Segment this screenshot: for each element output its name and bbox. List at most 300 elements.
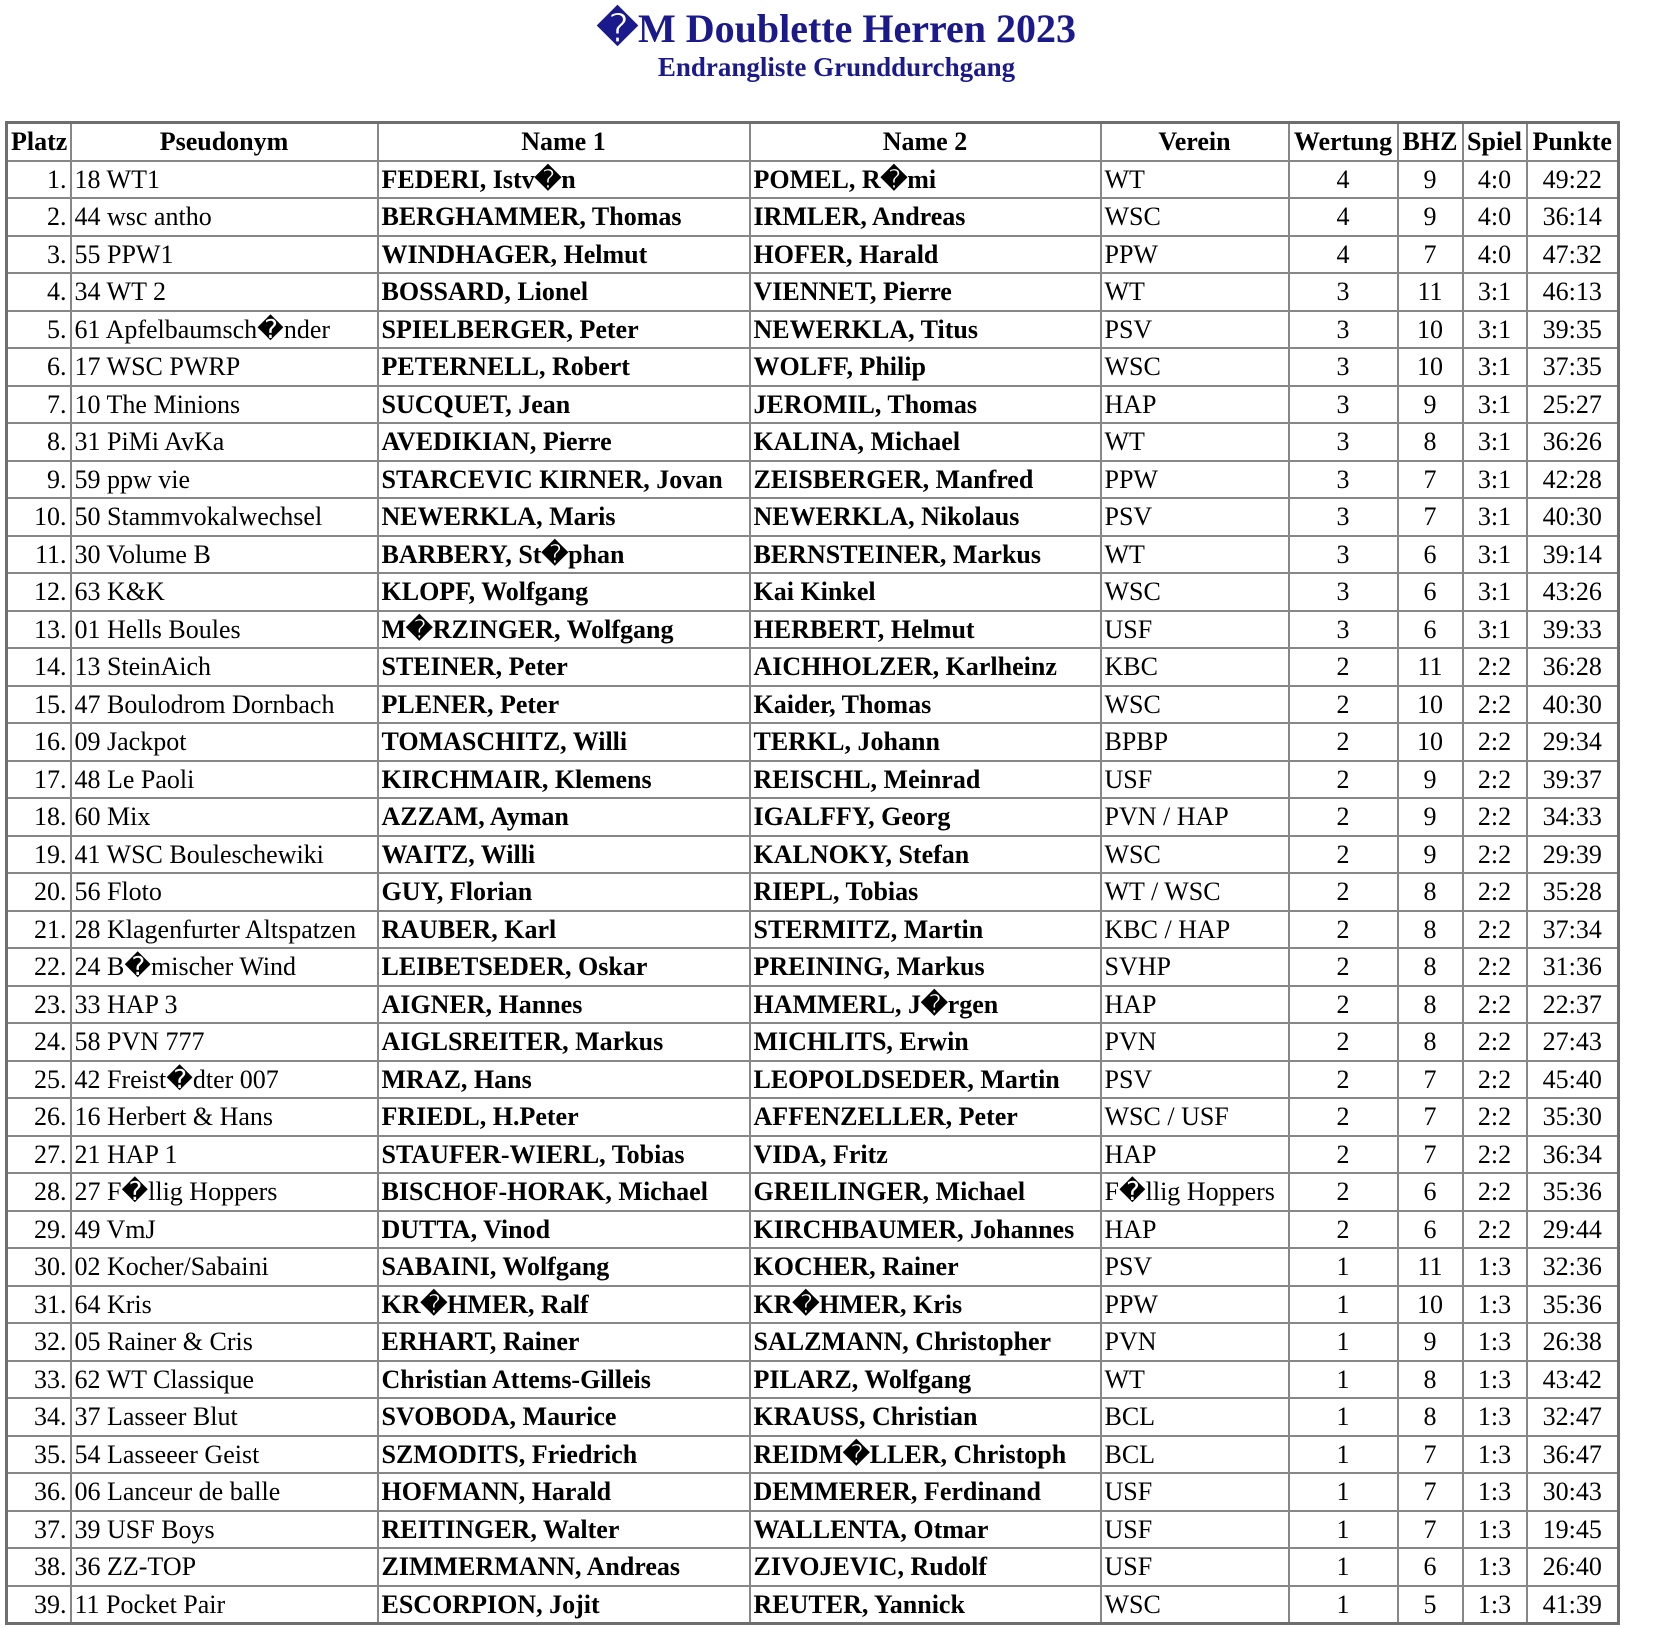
table-row [7,461,1619,499]
cell-name2: IGALFFY, Georg [750,798,1101,836]
cell-name1: KIRCHMAIR, Klemens [378,761,750,799]
cell-spiel: 3:1 [1463,348,1527,386]
cell-verein: KBC [1101,648,1289,686]
cell-spiel: 1:3 [1463,1248,1527,1286]
column-header-platz: Platz [7,123,71,161]
cell-name1: NEWERKLA, Maris [378,498,750,536]
table-row [7,986,1619,1024]
cell-name2: STERMITZ, Martin [750,911,1101,949]
table-row [7,1436,1619,1474]
cell-pseudonym: 64 Kris [71,1286,378,1324]
cell-spiel: 1:3 [1463,1548,1527,1586]
cell-bhz: 8 [1398,1398,1463,1436]
cell-name2: DEMMERER, Ferdinand [750,1473,1101,1511]
cell-verein: HAP [1101,1136,1289,1174]
table-row [7,686,1619,724]
cell-punkte: 35:28 [1527,873,1619,911]
cell-bhz: 6 [1398,573,1463,611]
cell-platz: 5. [7,311,71,349]
cell-pseudonym: 49 VmJ [71,1211,378,1249]
cell-wertung: 1 [1289,1286,1398,1324]
cell-name2: AICHHOLZER, Karlheinz [750,648,1101,686]
cell-bhz: 9 [1398,798,1463,836]
cell-verein: USF [1101,611,1289,649]
cell-name1: AIGLSREITER, Markus [378,1023,750,1061]
cell-bhz: 10 [1398,348,1463,386]
cell-name1: SPIELBERGER, Peter [378,311,750,349]
cell-wertung: 2 [1289,723,1398,761]
column-header-verein: Verein [1101,123,1289,161]
cell-bhz: 9 [1398,198,1463,236]
cell-punkte: 39:14 [1527,536,1619,574]
cell-wertung: 1 [1289,1398,1398,1436]
column-header-name1: Name 1 [378,123,750,161]
cell-name2: POMEL, R�mi [750,161,1101,199]
cell-name1: LEIBETSEDER, Oskar [378,948,750,986]
cell-bhz: 6 [1398,1548,1463,1586]
page-subtitle: Endrangliste Grunddurchgang [657,52,1016,82]
cell-name2: KOCHER, Rainer [750,1248,1101,1286]
cell-pseudonym: 09 Jackpot [71,723,378,761]
cell-name2: IRMLER, Andreas [750,198,1101,236]
cell-name1: AVEDIKIAN, Pierre [378,423,750,461]
cell-platz: 6. [7,348,71,386]
cell-name2: KR�HMER, Kris [750,1286,1101,1324]
cell-name2: Kaider, Thomas [750,686,1101,724]
cell-bhz: 8 [1398,423,1463,461]
cell-name1: ZIMMERMANN, Andreas [378,1548,750,1586]
cell-name2: KRAUSS, Christian [750,1398,1101,1436]
cell-name1: SVOBODA, Maurice [378,1398,750,1436]
cell-wertung: 2 [1289,873,1398,911]
cell-pseudonym: 33 HAP 3 [71,986,378,1024]
cell-platz: 37. [7,1511,71,1549]
cell-punkte: 27:43 [1527,1023,1619,1061]
cell-verein: WT [1101,1361,1289,1399]
cell-verein: WT [1101,161,1289,199]
cell-name2: VIENNET, Pierre [750,273,1101,311]
cell-punkte: 37:35 [1527,348,1619,386]
cell-pseudonym: 50 Stammvokalwechsel [71,498,378,536]
cell-platz: 1. [7,161,71,199]
cell-name2: KALINA, Michael [750,423,1101,461]
cell-pseudonym: 39 USF Boys [71,1511,378,1549]
cell-name1: KR�HMER, Ralf [378,1286,750,1324]
cell-verein: HAP [1101,986,1289,1024]
cell-name2: REIDM�LLER, Christoph [750,1436,1101,1474]
cell-platz: 11. [7,536,71,574]
cell-wertung: 2 [1289,648,1398,686]
cell-wertung: 1 [1289,1248,1398,1286]
cell-name1: M�RZINGER, Wolfgang [378,611,750,649]
cell-name1: GUY, Florian [378,873,750,911]
cell-bhz: 7 [1398,1098,1463,1136]
table-row [7,348,1619,386]
cell-platz: 38. [7,1548,71,1586]
cell-wertung: 3 [1289,386,1398,424]
cell-platz: 15. [7,686,71,724]
cell-spiel: 4:0 [1463,236,1527,274]
cell-pseudonym: 16 Herbert & Hans [71,1098,378,1136]
cell-pseudonym: 54 Lasseeer Geist [71,1436,378,1474]
cell-wertung: 3 [1289,423,1398,461]
cell-spiel: 2:2 [1463,648,1527,686]
cell-platz: 28. [7,1173,71,1211]
cell-verein: WSC / USF [1101,1098,1289,1136]
cell-pseudonym: 47 Boulodrom Dornbach [71,686,378,724]
cell-name2: REISCHL, Meinrad [750,761,1101,799]
cell-punkte: 45:40 [1527,1061,1619,1099]
cell-verein: USF [1101,1548,1289,1586]
table-row [7,611,1619,649]
cell-name2: WALLENTA, Otmar [750,1511,1101,1549]
cell-punkte: 26:38 [1527,1323,1619,1361]
cell-platz: 33. [7,1361,71,1399]
table-row [7,1173,1619,1211]
cell-verein: WT [1101,423,1289,461]
cell-name1: HOFMANN, Harald [378,1473,750,1511]
results-table-body [7,161,1619,1624]
cell-verein: PPW [1101,461,1289,499]
cell-name2: LEOPOLDSEDER, Martin [750,1061,1101,1099]
cell-platz: 23. [7,986,71,1024]
cell-pseudonym: 58 PVN 777 [71,1023,378,1061]
cell-verein: PSV [1101,1061,1289,1099]
table-row [7,1061,1619,1099]
cell-spiel: 2:2 [1463,1061,1527,1099]
cell-name2: PREINING, Markus [750,948,1101,986]
cell-name1: SZMODITS, Friedrich [378,1436,750,1474]
table-row [7,1136,1619,1174]
cell-punkte: 25:27 [1527,386,1619,424]
cell-verein: WT / WSC [1101,873,1289,911]
table-row [7,386,1619,424]
cell-name2: RIEPL, Tobias [750,873,1101,911]
cell-verein: KBC / HAP [1101,911,1289,949]
table-row [7,1211,1619,1249]
cell-wertung: 3 [1289,573,1398,611]
cell-wertung: 2 [1289,1136,1398,1174]
cell-punkte: 35:30 [1527,1098,1619,1136]
cell-name1: STARCEVIC KIRNER, Jovan [378,461,750,499]
cell-platz: 39. [7,1586,71,1624]
table-row [7,498,1619,536]
cell-spiel: 2:2 [1463,1098,1527,1136]
cell-name2: WOLFF, Philip [750,348,1101,386]
cell-pseudonym: 02 Kocher/Sabaini [71,1248,378,1286]
cell-platz: 21. [7,911,71,949]
column-header-spiel: Spiel [1463,123,1527,161]
cell-platz: 27. [7,1136,71,1174]
table-row [7,648,1619,686]
cell-spiel: 2:2 [1463,836,1527,874]
cell-pseudonym: 13 SteinAich [71,648,378,686]
cell-pseudonym: 36 ZZ-TOP [71,1548,378,1586]
cell-verein: PPW [1101,1286,1289,1324]
cell-wertung: 1 [1289,1548,1398,1586]
cell-pseudonym: 44 wsc antho [71,198,378,236]
cell-platz: 18. [7,798,71,836]
cell-name2: ZEISBERGER, Manfred [750,461,1101,499]
cell-platz: 36. [7,1473,71,1511]
cell-platz: 31. [7,1286,71,1324]
cell-wertung: 2 [1289,986,1398,1024]
cell-bhz: 8 [1398,986,1463,1024]
cell-spiel: 3:1 [1463,498,1527,536]
table-row [7,423,1619,461]
table-row [7,311,1619,349]
column-header-name2: Name 2 [750,123,1101,161]
cell-verein: HAP [1101,386,1289,424]
cell-wertung: 2 [1289,1061,1398,1099]
cell-bhz: 7 [1398,1473,1463,1511]
cell-punkte: 36:14 [1527,198,1619,236]
cell-platz: 17. [7,761,71,799]
table-row [7,1248,1619,1286]
cell-punkte: 41:39 [1527,1586,1619,1624]
cell-wertung: 3 [1289,611,1398,649]
cell-verein: WT [1101,536,1289,574]
cell-punkte: 39:33 [1527,611,1619,649]
cell-bhz: 8 [1398,948,1463,986]
cell-spiel: 4:0 [1463,198,1527,236]
cell-pseudonym: 42 Freist�dter 007 [71,1061,378,1099]
cell-name2: TERKL, Johann [750,723,1101,761]
table-row [7,161,1619,199]
cell-pseudonym: 28 Klagenfurter Altspatzen [71,911,378,949]
cell-punkte: 30:43 [1527,1473,1619,1511]
cell-pseudonym: 62 WT Classique [71,1361,378,1399]
cell-name2: HERBERT, Helmut [750,611,1101,649]
cell-platz: 8. [7,423,71,461]
table-row [7,1586,1619,1624]
cell-punkte: 47:32 [1527,236,1619,274]
table-row [7,836,1619,874]
cell-punkte: 43:42 [1527,1361,1619,1399]
cell-platz: 3. [7,236,71,274]
cell-name2: NEWERKLA, Titus [750,311,1101,349]
cell-name2: ZIVOJEVIC, Rudolf [750,1548,1101,1586]
cell-punkte: 32:47 [1527,1398,1619,1436]
table-row [7,1511,1619,1549]
cell-wertung: 2 [1289,836,1398,874]
cell-punkte: 36:28 [1527,648,1619,686]
column-header-bhz: BHZ [1398,123,1463,161]
cell-name2: MICHLITS, Erwin [750,1023,1101,1061]
cell-verein: BCL [1101,1436,1289,1474]
cell-bhz: 10 [1398,1286,1463,1324]
cell-bhz: 6 [1398,1173,1463,1211]
cell-bhz: 7 [1398,1511,1463,1549]
cell-platz: 14. [7,648,71,686]
cell-name1: PETERNELL, Robert [378,348,750,386]
cell-name1: MRAZ, Hans [378,1061,750,1099]
cell-bhz: 9 [1398,161,1463,199]
cell-name2: AFFENZELLER, Peter [750,1098,1101,1136]
cell-bhz: 11 [1398,273,1463,311]
cell-wertung: 3 [1289,273,1398,311]
cell-name1: AIGNER, Hannes [378,986,750,1024]
table-row [7,798,1619,836]
cell-platz: 34. [7,1398,71,1436]
table-row [7,273,1619,311]
cell-platz: 2. [7,198,71,236]
table-row [7,536,1619,574]
cell-spiel: 1:3 [1463,1473,1527,1511]
cell-punkte: 22:37 [1527,986,1619,1024]
table-row [7,1398,1619,1436]
cell-verein: USF [1101,761,1289,799]
column-header-punkte: Punkte [1527,123,1619,161]
cell-bhz: 8 [1398,1023,1463,1061]
cell-spiel: 1:3 [1463,1398,1527,1436]
cell-punkte: 36:26 [1527,423,1619,461]
cell-bhz: 10 [1398,686,1463,724]
cell-spiel: 1:3 [1463,1361,1527,1399]
cell-verein: HAP [1101,1211,1289,1249]
cell-name2: HAMMERL, J�rgen [750,986,1101,1024]
cell-bhz: 10 [1398,723,1463,761]
cell-bhz: 7 [1398,1436,1463,1474]
cell-platz: 22. [7,948,71,986]
cell-bhz: 9 [1398,836,1463,874]
cell-verein: PSV [1101,1248,1289,1286]
cell-verein: PSV [1101,498,1289,536]
cell-wertung: 1 [1289,1511,1398,1549]
table-row [7,1548,1619,1586]
cell-name1: TOMASCHITZ, Willi [378,723,750,761]
cell-wertung: 3 [1289,461,1398,499]
header-row [7,123,1619,161]
cell-name1: AZZAM, Ayman [378,798,750,836]
cell-wertung: 2 [1289,1173,1398,1211]
cell-platz: 20. [7,873,71,911]
cell-name1: WAITZ, Willi [378,836,750,874]
cell-punkte: 37:34 [1527,911,1619,949]
cell-name1: SABAINI, Wolfgang [378,1248,750,1286]
cell-spiel: 3:1 [1463,273,1527,311]
cell-name1: DUTTA, Vinod [378,1211,750,1249]
cell-wertung: 1 [1289,1323,1398,1361]
cell-pseudonym: 27 F�llig Hoppers [71,1173,378,1211]
cell-spiel: 2:2 [1463,911,1527,949]
cell-verein: PSV [1101,311,1289,349]
cell-spiel: 3:1 [1463,386,1527,424]
cell-wertung: 2 [1289,686,1398,724]
cell-wertung: 4 [1289,198,1398,236]
cell-punkte: 36:47 [1527,1436,1619,1474]
cell-spiel: 1:3 [1463,1286,1527,1324]
cell-spiel: 3:1 [1463,536,1527,574]
cell-pseudonym: 59 ppw vie [71,461,378,499]
cell-wertung: 2 [1289,948,1398,986]
table-row [7,1286,1619,1324]
cell-verein: SVHP [1101,948,1289,986]
cell-name2: BERNSTEINER, Markus [750,536,1101,574]
cell-platz: 7. [7,386,71,424]
table-row [7,1361,1619,1399]
cell-wertung: 3 [1289,311,1398,349]
cell-bhz: 7 [1398,1136,1463,1174]
cell-pseudonym: 41 WSC Bouleschewiki [71,836,378,874]
cell-name1: WINDHAGER, Helmut [378,236,750,274]
cell-bhz: 6 [1398,1211,1463,1249]
cell-bhz: 7 [1398,498,1463,536]
cell-bhz: 8 [1398,873,1463,911]
cell-pseudonym: 48 Le Paoli [71,761,378,799]
cell-spiel: 2:2 [1463,873,1527,911]
cell-pseudonym: 61 Apfelbaumsch�nder [71,311,378,349]
cell-wertung: 2 [1289,1098,1398,1136]
table-row [7,1023,1619,1061]
cell-verein: WT [1101,273,1289,311]
results-table [5,121,1620,1625]
cell-spiel: 2:2 [1463,1173,1527,1211]
cell-wertung: 2 [1289,798,1398,836]
cell-punkte: 39:35 [1527,311,1619,349]
cell-verein: PVN [1101,1323,1289,1361]
cell-verein: WSC [1101,686,1289,724]
cell-spiel: 4:0 [1463,161,1527,199]
cell-name1: BARBERY, St�phan [378,536,750,574]
table-row [7,873,1619,911]
cell-punkte: 42:28 [1527,461,1619,499]
cell-bhz: 9 [1398,761,1463,799]
cell-platz: 19. [7,836,71,874]
cell-verein: PPW [1101,236,1289,274]
cell-verein: WSC [1101,348,1289,386]
cell-name1: KLOPF, Wolfgang [378,573,750,611]
cell-pseudonym: 37 Lasseer Blut [71,1398,378,1436]
cell-wertung: 4 [1289,236,1398,274]
cell-punkte: 46:13 [1527,273,1619,311]
cell-spiel: 2:2 [1463,1211,1527,1249]
table-row [7,1473,1619,1511]
cell-spiel: 1:3 [1463,1511,1527,1549]
cell-name2: REUTER, Yannick [750,1586,1101,1624]
cell-bhz: 7 [1398,461,1463,499]
cell-platz: 32. [7,1323,71,1361]
cell-pseudonym: 21 HAP 1 [71,1136,378,1174]
cell-punkte: 35:36 [1527,1173,1619,1211]
cell-wertung: 3 [1289,348,1398,386]
cell-wertung: 1 [1289,1361,1398,1399]
cell-spiel: 1:3 [1463,1436,1527,1474]
cell-punkte: 29:39 [1527,836,1619,874]
cell-bhz: 6 [1398,611,1463,649]
cell-wertung: 1 [1289,1586,1398,1624]
cell-platz: 29. [7,1211,71,1249]
cell-punkte: 34:33 [1527,798,1619,836]
cell-punkte: 32:36 [1527,1248,1619,1286]
cell-pseudonym: 24 B�mischer Wind [71,948,378,986]
cell-name1: ERHART, Rainer [378,1323,750,1361]
cell-wertung: 2 [1289,911,1398,949]
table-row [7,948,1619,986]
cell-platz: 16. [7,723,71,761]
cell-name1: REITINGER, Walter [378,1511,750,1549]
cell-name1: SUCQUET, Jean [378,386,750,424]
cell-pseudonym: 01 Hells Boules [71,611,378,649]
cell-wertung: 3 [1289,536,1398,574]
cell-punkte: 31:36 [1527,948,1619,986]
cell-punkte: 39:37 [1527,761,1619,799]
cell-spiel: 2:2 [1463,686,1527,724]
table-row [7,911,1619,949]
cell-punkte: 43:26 [1527,573,1619,611]
cell-punkte: 40:30 [1527,498,1619,536]
cell-pseudonym: 30 Volume B [71,536,378,574]
